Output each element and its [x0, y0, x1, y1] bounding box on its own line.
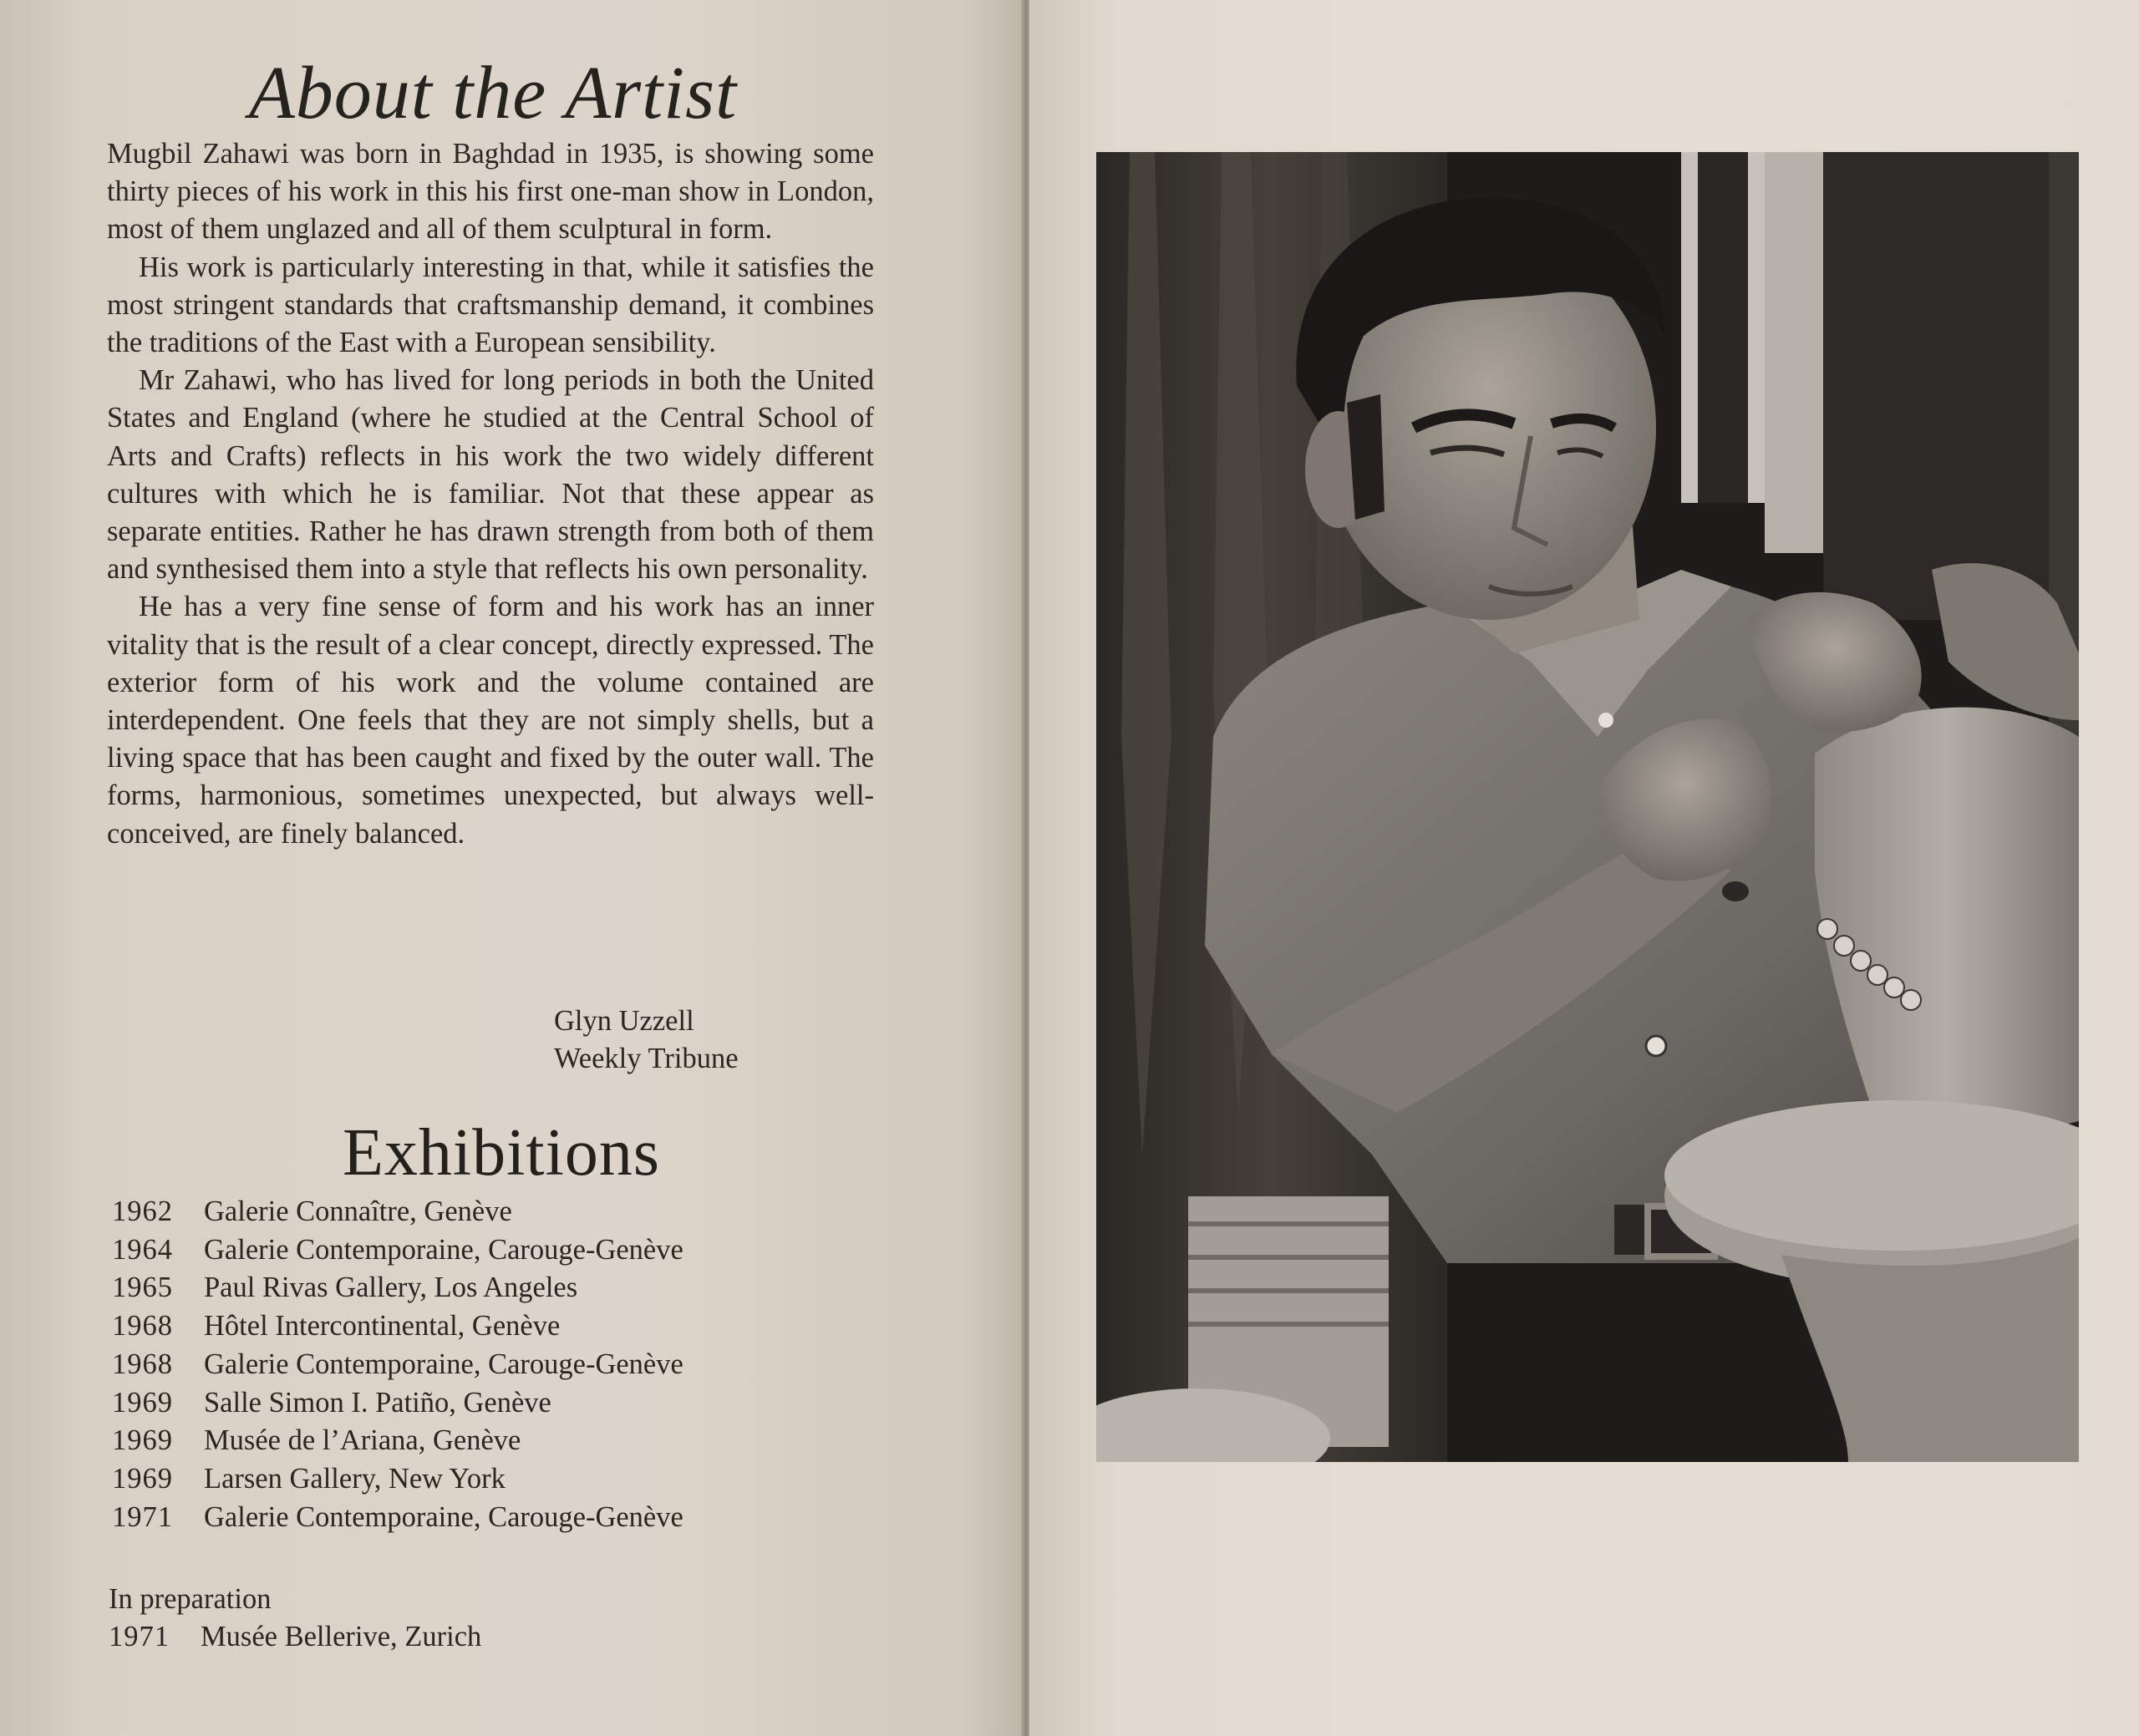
- exhibition-year: 1962: [112, 1195, 173, 1227]
- exhibition-year: 1968: [112, 1310, 173, 1343]
- paragraph-4: He has a very fine sense of form and his work has an inner vitality that is the result of a clear concept, directly expressed. The exterior form of his work and the volume contained are interdependent. One feels that they are not simply shells, but a living space that has been caught and fixed by the outer wall. The forms, harmonious, sometimes unexpected, but always well-conceived, are finely balanced.: [107, 591, 874, 850]
- signature-author: Glyn Uzzell: [554, 1005, 694, 1037]
- exhibition-venue: Galerie Contemporaine, Carouge-Genève: [204, 1348, 683, 1380]
- exhibition-item: [112, 1346, 864, 1384]
- exhibition-venue: Salle Simon I. Patiño, Genève: [204, 1386, 551, 1419]
- exhibition-year: 1964: [112, 1233, 173, 1266]
- signature-block: [554, 1003, 739, 1078]
- exhibition-item: [112, 1422, 864, 1460]
- exhibition-item: [112, 1193, 864, 1231]
- article-body: [107, 135, 874, 853]
- exhibition-item: [112, 1231, 864, 1270]
- exhibition-year: 1971: [109, 1621, 170, 1652]
- artist-photo: [1096, 152, 2079, 1462]
- exhibitions-list: [112, 1193, 864, 1536]
- photo-illustration: [1096, 152, 2079, 1462]
- exhibition-venue: Musée Bellerive, Zurich: [201, 1621, 482, 1652]
- exhibition-year: 1969: [112, 1462, 173, 1495]
- exhibition-item: [112, 1384, 864, 1423]
- exhibition-item: [112, 1499, 864, 1537]
- left-page: [0, 0, 1026, 1736]
- exhibition-year: 1969: [112, 1424, 173, 1457]
- in-preparation-label: In preparation: [109, 1583, 272, 1615]
- exhibition-venue: Musée de l’Ariana, Genève: [204, 1424, 521, 1457]
- exhibition-item: [112, 1269, 864, 1307]
- page-title: About the Artist: [248, 52, 738, 135]
- exhibition-venue: Hôtel Intercontinental, Genève: [204, 1310, 561, 1343]
- exhibition-year: 1965: [112, 1272, 173, 1304]
- exhibition-year: 1971: [112, 1500, 173, 1533]
- exhibition-venue: Galerie Connaître, Genève: [204, 1195, 512, 1227]
- in-preparation-item: [109, 1618, 481, 1656]
- paragraph-2: His work is particularly interesting in that, while it satisfies the most stringent standards that craftsmanship demand, it combines the traditions of the East with a European sensibility.: [107, 251, 874, 359]
- exhibition-item: [112, 1460, 864, 1499]
- paragraph-1: Mugbil Zahawi was born in Baghdad in 1935, is showing some thirty pieces of his work in this his first one-man show in London, most of them unglazed and all of them sculptural in form.: [107, 138, 874, 246]
- exhibition-venue: Galerie Contemporaine, Carouge-Genève: [204, 1233, 683, 1266]
- signature-publication: Weekly Tribune: [554, 1043, 739, 1074]
- exhibition-year: 1968: [112, 1348, 173, 1380]
- in-preparation-block: [109, 1581, 481, 1656]
- exhibition-year: 1969: [112, 1386, 173, 1419]
- exhibition-item: [112, 1307, 864, 1346]
- exhibitions-heading: Exhibitions: [343, 1116, 660, 1190]
- exhibition-venue: Paul Rivas Gallery, Los Angeles: [204, 1272, 578, 1304]
- exhibition-venue: Larsen Gallery, New York: [204, 1462, 506, 1495]
- exhibition-venue: Galerie Contemporaine, Carouge-Genève: [204, 1500, 683, 1533]
- paragraph-3: Mr Zahawi, who has lived for long periods in both the United States and England (where he studied at the Central School of Arts and Crafts) reflects in his work the two widely different cultures with which he is familiar. Not that these appear as separate entities. Rather he has drawn strength from both of them and synthesised them into a style that reflects his own personality.: [107, 364, 874, 586]
